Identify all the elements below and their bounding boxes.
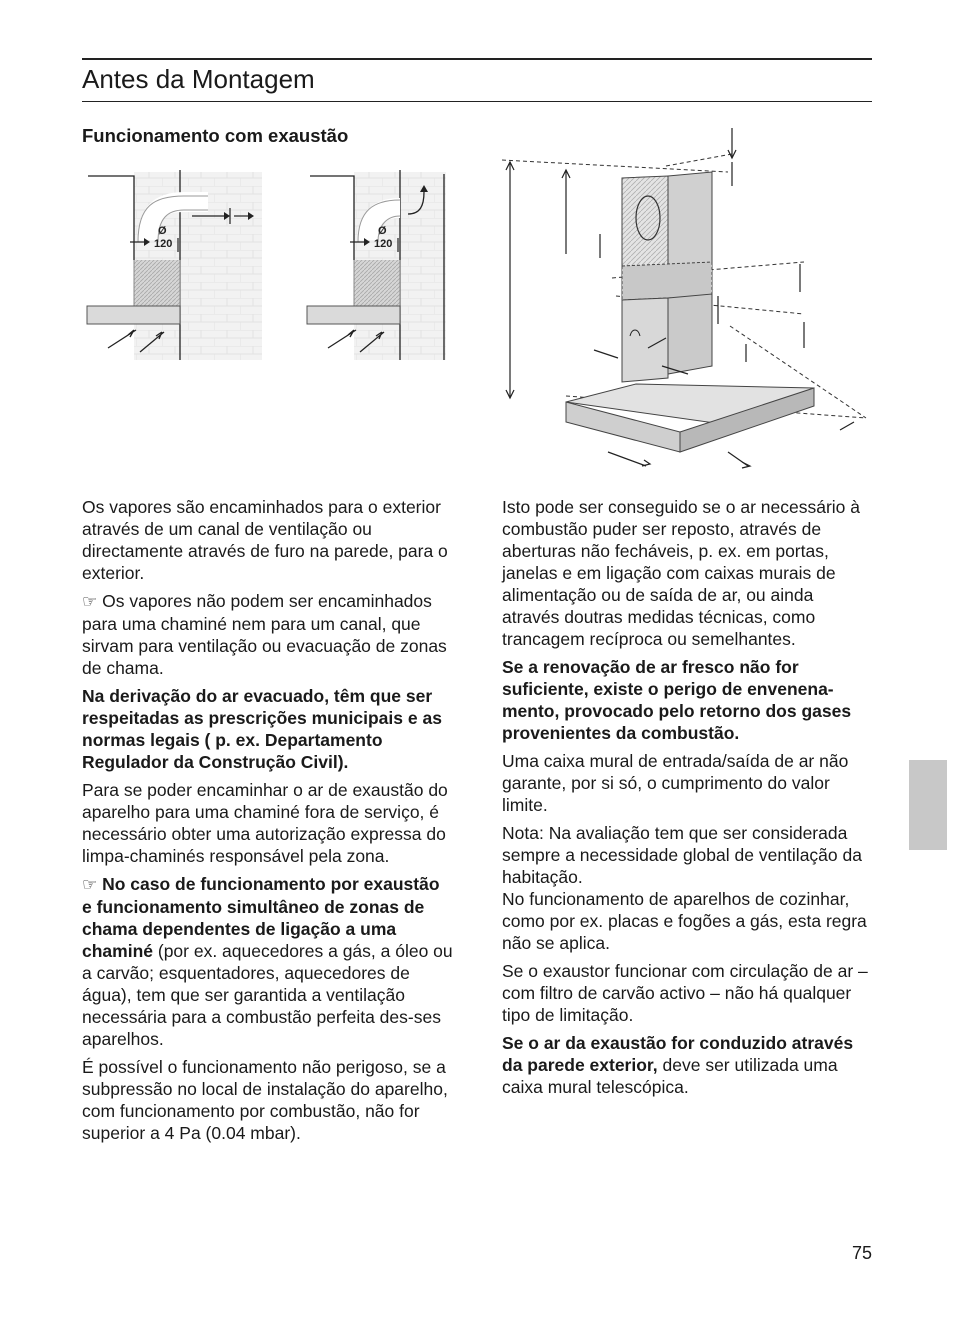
warning-note (82, 873, 454, 1050)
paragraph: Isto pode ser conseguido se o ar necessário à combustão puder ser reposto, através de aberturas não fecháveis, p. ex. em portas, janelas e em ligação com caixas murais de alimentação ou de saída de ar, ou ainda através doutras medidas técnicas, como trancagem recíproca ou semelhantes. (502, 497, 860, 649)
svg-text:Ø: Ø (158, 225, 167, 237)
note-paragraph (502, 822, 874, 888)
bold-text: Se a renovação de ar fresco não for suficiente, existe o perigo de envenena-mento, provocado pelo retorno dos gases provenientes da combustão. (502, 657, 852, 743)
paragraph: No funcionamento de aparelhos de cozinhar, como por ex. placas e fogões a gás, esta regra não se aplica. (502, 889, 867, 953)
note-text: Nota: Na avaliação tem que ser considerada sempre a necessidade global de ventilação da habitação. (502, 823, 862, 887)
svg-text:120: 120 (154, 238, 173, 250)
paragraph: Uma caixa mural de entrada/saída de ar não garante, por si só, o cumprimento do valor limite. (502, 751, 849, 815)
paragraph: É possível o funcionamento não perigoso, se a subpressão no local de instalação do aparelho, com funcionamento por combustão, não for superior a 4 Pa (0.04 mbar). (82, 1057, 448, 1143)
chapter-thumb-tab (909, 760, 947, 850)
bold-text: No caso de funcionamento por exaustão e funcionamento simultâneo de zonas de chama dependentes de ligação a uma chaminé (82, 874, 440, 961)
chimney-hood-diagram (496, 126, 874, 476)
wall-exhaust-diagram (304, 170, 449, 365)
right-text-column (502, 496, 874, 1104)
paragraph: Se o exaustor funcionar com circulação de ar – com filtro de carvão activo – não há qualquer tipo de limitação. (502, 961, 868, 1025)
pointing-hand-icon: ☞ (82, 875, 98, 895)
left-text-column (82, 496, 454, 1150)
pointing-hand-icon: ☞ (82, 592, 98, 612)
bold-text: Na derivação do ar evacuado, têm que ser respeitadas as prescrições municipais e as normas legais ( p. ex. Departamento Regulador da Construção Civil). (82, 686, 442, 772)
paragraph-text: (por ex. aquecedores a gás, a óleo ou a carvão; esquentadores, aquecedores de água), tem que ser garantida a ventilação necessária para a combustão perfeita des-ses aparelhos. (82, 941, 453, 1049)
warning-text: Os vapores não podem ser encaminhados para uma chaminé nem para um canal, que sirvam para ventilação ou evacuação de zonas de chama. (82, 591, 447, 678)
paragraph: Para se poder encaminhar o ar de exaustão do aparelho para uma chaminé fora de serviço, é necessário obter uma autorização expressa do limpa-chaminés responsável pela zona. (82, 780, 448, 866)
svg-text:120: 120 (374, 238, 393, 250)
paragraph-bold (82, 685, 454, 773)
page-number: 75 (851, 1243, 872, 1263)
bold-text: Se o ar da exaustão for conduzido através da parede exterior, (502, 1033, 854, 1075)
svg-text:Ø: Ø (378, 225, 387, 237)
title-underline (82, 101, 872, 102)
paragraph-bold (502, 656, 874, 744)
duct-channel-diagram (84, 170, 264, 365)
section-heading: Funcionamento com exaustão (82, 125, 349, 146)
warning-note (82, 590, 454, 679)
top-rule (82, 58, 872, 60)
paragraph: Os vapores são encaminhados para o exterior através de um canal de ventilação ou directamente através de furo na parede, para o exterior. (82, 497, 448, 583)
paragraph-mixed (502, 1032, 874, 1098)
page-title: Antes da Montagem (82, 64, 315, 94)
paragraph-text: deve ser utilizada uma caixa mural telescópica. (502, 1055, 838, 1097)
